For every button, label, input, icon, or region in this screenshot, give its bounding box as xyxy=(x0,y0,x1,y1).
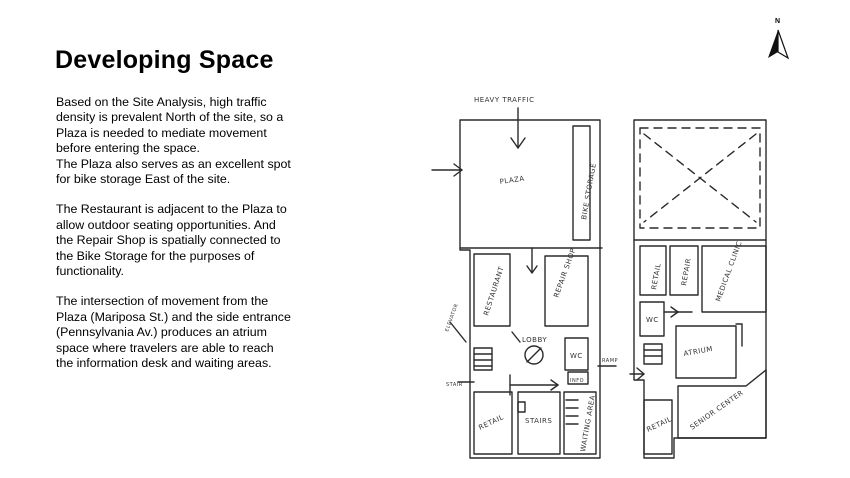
label-waiting-area: WAITING AREA xyxy=(579,394,597,453)
label-senior-center: SENIOR CENTER xyxy=(688,388,746,432)
label-wc: WC xyxy=(570,352,583,360)
label-stair-small: STAIR xyxy=(446,382,463,388)
floor-plan-sketch xyxy=(430,80,780,460)
paragraph-line: Based on the Site Analysis, high traffic density is prevalent North of the site, so a Plaza is needed to mediate movement before entering the space. xyxy=(56,95,284,156)
label-stairs: STAIRS xyxy=(525,417,553,425)
description-text xyxy=(56,95,291,387)
label-desk: INFO xyxy=(570,378,585,384)
label-retail-left: RETAIL xyxy=(477,413,506,432)
label-medical-clinic: MEDICAL CLINIC xyxy=(714,240,744,303)
paragraph-line: The Restaurant is adjacent to the Plaza to allow outdoor seating opportunities. And the Repair Shop is spatially connected to the Bike Storage for the purposes of functionality. xyxy=(56,202,287,279)
page-title: Developing Space xyxy=(55,46,274,74)
label-ramp: RAMP xyxy=(602,358,619,364)
label-restaurant: RESTAURANT xyxy=(482,265,506,317)
paragraph-line: The intersection of movement from the Plaza (Mariposa St.) and the side entrance (Pennsylvania Av.) produces an atrium space where travelers are able to reach the information desk and waiting areas. xyxy=(56,294,291,371)
label-atrium: ATRIUM xyxy=(682,344,714,358)
label-heavy-traffic: HEAVY TRAFFIC xyxy=(474,96,535,104)
label-lobby: LOBBY xyxy=(522,336,548,344)
label-repair-right: REPAIR xyxy=(680,257,693,287)
label-wc-right: WC xyxy=(646,316,659,324)
north-label: N xyxy=(775,18,781,25)
label-retail-right-top: RETAIL xyxy=(650,262,663,291)
label-repair-shop: REPAIR SHOP xyxy=(552,247,578,299)
paragraph-atrium xyxy=(56,294,291,371)
north-arrow-icon xyxy=(764,18,794,66)
label-bike-storage: BIKE STORAGE xyxy=(580,162,598,221)
label-plaza: PLAZA xyxy=(499,174,526,186)
label-retail-right-bottom: RETAIL xyxy=(645,415,674,434)
paragraph-traffic xyxy=(56,95,291,187)
paragraph-restaurant xyxy=(56,202,291,279)
label-elevator: ELEVATOR xyxy=(444,302,461,333)
paragraph-line: The Plaza also serves as an excellent spot for bike storage East of the site. xyxy=(56,156,291,187)
